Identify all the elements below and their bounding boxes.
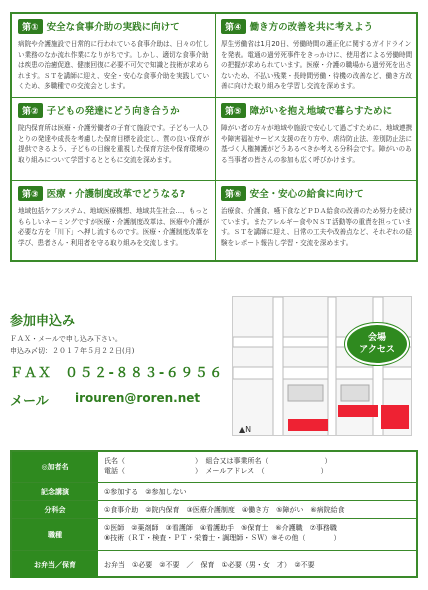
apply-instruction: ＦＡＸ・メールで申し込み下さい。 [10,335,122,343]
topic-5-num: 第⑤ [221,103,246,118]
topic-1-title: 安全な食事介助の実践に向けて [46,22,180,33]
topic-5 [217,98,417,165]
form-label-job: 職種 [12,519,98,550]
topic-4 [217,14,417,92]
topic-1 [14,14,214,92]
mail-label: メール [10,394,49,409]
station-marker [381,405,409,429]
form-row-attendee [12,452,416,482]
apply-deadline: 申込み〆切：２０１７年５月２２日(月) [10,347,135,355]
topic-3-body: 地域包括ケアシステム、地域医療構想、地域共生社会…、もっともらしいネーミングですが医療・介護制度改革は、医療や介護が必要な方を「川下」へ押し流すものです。医療・介護制度改革を学び、患者さん・利用者を守る取り組みを交流します。 [18,207,210,247]
topic-4-title: 働き方の改善を共に考えよう [249,22,374,33]
form-job-options-1[interactable]: ①医師 ②薬剤師 ③看護師 ④看護助手 ⑤保育士 ⑥介護職 ⑦事務職 [104,524,337,532]
form-job-options-2[interactable]: ⑧技術（ＲＴ・検査・ＰＴ・栄養士・調理師・ＳＷ）⑨その他（ ） [104,534,341,542]
topic-2-title: 子どもの発達にどう向き合うか [46,106,180,117]
topic-4-num: 第④ [221,19,246,34]
topic-2-body: 院内保育所は医療・介護労働者の子育て施設です。子ども一人ひとりの発達や成長を考慮した保育目標を設定し、質の良い保育が提供できるよう、子どもの目線を重視した保育方法や保育環境の取り組みについて学習するとともに交流を深めます。 [18,124,210,164]
venue-east-marker [338,405,378,417]
access-badge [345,323,409,365]
topic-6 [217,181,417,248]
topics-table [10,12,418,262]
form-row-job [12,518,416,550]
fax-label: ＦＡＸ [10,366,53,381]
access-map [232,296,412,436]
topic-6-num: 第⑥ [221,186,246,201]
form-row-lecture [12,482,416,500]
topic-1-body: 病院や介護施設で日常的に行われている食事介助は、日々の忙しい業務のなか流れ作業になりがちです。しかし、適切な食事介助は疾患の治癒促進、健康回復に必要不可欠で知識と技術が求められます。ＳＴを講師に迎え、安全・安心な食事介助を実践していくため、多職種での交流会とします。 [18,40,210,90]
form-label-lecture: 記念講演 [12,483,98,500]
topic-5-title: 障がいを抱え地域で暮らすために [249,106,393,117]
form-row-session [12,500,416,518]
venue-main-marker [288,419,328,431]
topic-6-title: 安全・安心の給食に向けて [249,189,364,200]
form-label-session: 分科会 [12,501,98,518]
form-label-attendee: ◎加者名 [12,452,98,482]
topic-3-title: 医療・介護制度改革でどうなる? [46,189,186,200]
topic-4-body: 厚生労働省は1月20日、労働時間の適正化に関するガイドラインを発表。電通の過労死事件をきっかけに、使用者による労働時間の把握が求められています。医療・介護の職場から過労死を出さないため、不払い残業・長時間労働・待機の改善など、働き方改善に向けた取り組みを学習し交流を深めます。 [221,40,413,90]
form-row-lunch [12,550,416,578]
form-name-field[interactable]: 氏名（ ） 組合又は事業所名（ ） [104,457,332,465]
topic-3-num: 第③ [18,186,43,201]
topic-3 [14,181,214,248]
mail-address-link[interactable]: irouren@roren.net [75,391,201,405]
fax-number: ０５２-８８３-６９５６ [65,366,224,381]
form-lecture-options[interactable]: ①参加する ②参加しない [104,487,187,496]
application-form [10,450,418,578]
form-lunch-options[interactable]: お弁当 ①必要 ②不要 ／ 保育 ①必要（男・女 才） ②不要 [104,560,315,569]
svg-text:▲N: ▲N [239,425,252,434]
form-label-lunch: お弁当／保育 [12,551,98,578]
topic-2-num: 第② [18,103,43,118]
map-drawing [233,297,412,436]
topic-6-body: 治療食、介護食、嚥下食などＰＤＡ給食の改善のため努力を続けています。またアレルギー食やＮＳＴ活動等の重責を担っています。ＳＴを講師に迎え、日常の工夫や改善点など、それぞれの経験をレポート報告し学習・交流を深めます。 [221,207,413,247]
form-session-options[interactable]: ①食事介助 ②院内保育 ③医療介護制度 ④働き方 ⑤障がい ⑥病院給食 [104,505,345,514]
topic-1-num: 第① [18,19,43,34]
apply-title: 参加申込み [10,314,76,329]
topic-2 [14,98,214,165]
topic-5-body: 障がい者の方々が地域や施設で安心して過ごすために、地域連携や障害福祉サービス支援の在り方や、虐待防止法、差別防止法に基づく人権擁護がどうあるべきか考える分科会です。障がいのある当事者の皆さんの参加も広く呼びかけます。 [221,124,413,164]
form-phone-field[interactable]: 電話（ ） メールアドレス （ ） [104,467,328,475]
access-badge-line1: 会場 [367,333,386,343]
access-badge-line2: アクセス [359,345,395,355]
